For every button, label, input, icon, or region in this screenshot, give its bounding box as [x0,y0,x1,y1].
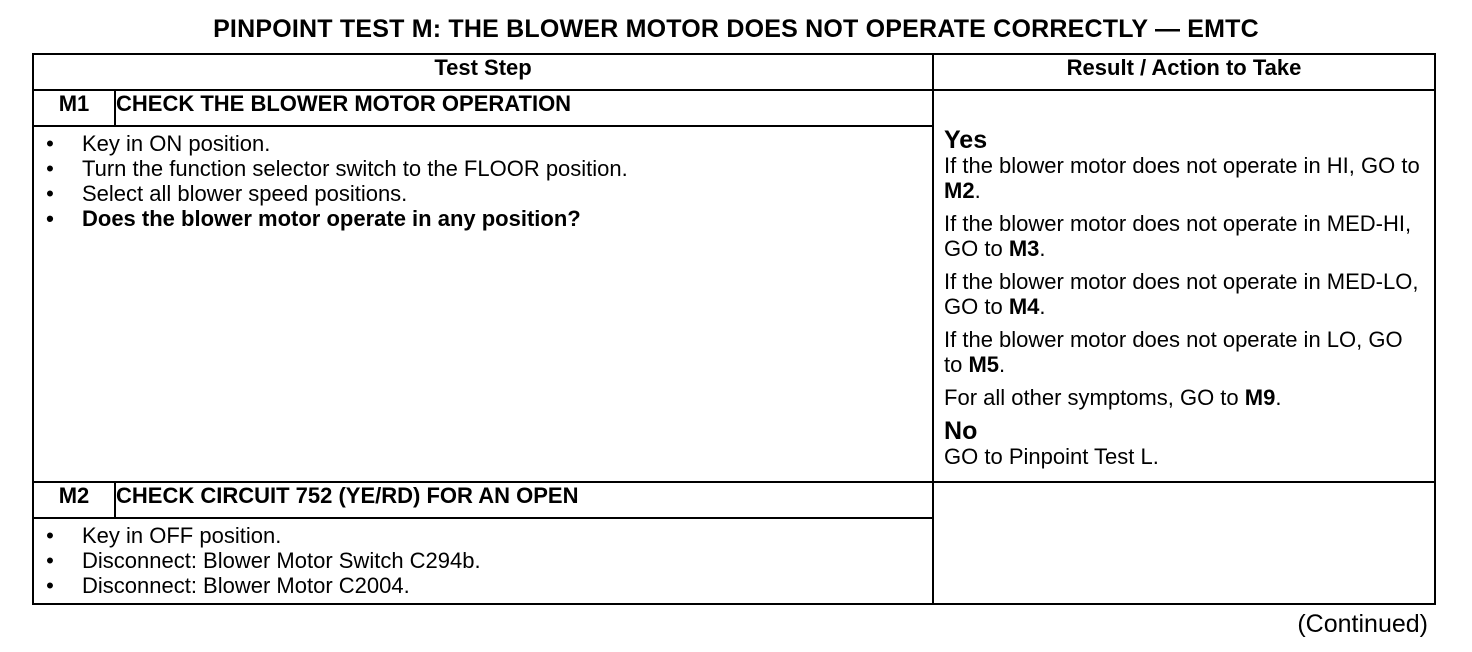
table-header-row [33,54,1435,90]
goto-m4-link[interactable]: M4 [1008,294,1040,319]
yes-label: Yes [944,126,988,154]
goto-m2-link[interactable]: M2 [944,178,975,203]
yes-result-med-lo: If the blower motor does not operate in MED-LO, GO to M4. [944,269,1419,319]
list-item: • Key in ON position. [34,131,932,156]
bullet-icon: • [46,548,54,573]
step-list-m1 [34,127,932,231]
bullet-icon: • [46,523,54,548]
step-id-m2: M2 [33,482,115,518]
result-cell-m1 [933,90,1435,482]
list-item: • Disconnect: Blower Motor Switch C294b. [34,548,932,573]
yes-result-lo: If the blower motor does not operate in LO, GO to M5. [944,327,1403,377]
bullet-icon: • [46,573,54,598]
list-item: • Disconnect: Blower Motor C2004. [34,573,932,598]
no-result: GO to Pinpoint Test L. [944,444,1159,469]
step-m1-title-row [33,90,1435,126]
step-body-m2 [33,518,933,604]
pinpoint-test-table [32,53,1436,605]
step-title-m1: CHECK THE BLOWER MOTOR OPERATION [115,90,933,126]
goto-m5-link[interactable]: M5 [968,352,1000,377]
header-result-action: Result / Action to Take [933,54,1435,90]
step-list-m2 [34,519,932,598]
header-test-step: Test Step [33,54,933,90]
step-m2-title-row [33,482,1435,518]
continued-label: (Continued) [1297,610,1428,638]
list-item: • Key in OFF position. [34,523,932,548]
step-id-m1: M1 [33,90,115,126]
list-item: • Select all blower speed positions. [34,181,932,206]
bullet-icon: • [46,181,54,206]
bullet-icon: • [46,206,54,231]
result-cell-m2 [933,482,1435,604]
bullet-icon: • [46,156,54,181]
list-item-question: • Does the blower motor operate in any position? [34,206,932,231]
yes-result-med-hi: If the blower motor does not operate in MED-HI, GO to M3. [944,211,1412,261]
step-body-m1 [33,126,933,482]
step-title-m2: CHECK CIRCUIT 752 (YE/RD) FOR AN OPEN [115,482,933,518]
list-item: • Turn the function selector switch to the FLOOR position. [34,156,932,181]
no-label: No [944,417,978,445]
page-title: PINPOINT TEST M: THE BLOWER MOTOR DOES NOT OPERATE CORRECTLY — EMTC [213,15,1259,43]
goto-m9-link[interactable]: M9 [1244,385,1276,410]
goto-m3-link[interactable]: M3 [1008,236,1040,261]
yes-result-other: For all other symptoms, GO to M9. [944,385,1282,410]
bullet-icon: • [46,131,54,156]
yes-result-hi: If the blower motor does not operate in HI, GO to M2. [944,153,1420,203]
